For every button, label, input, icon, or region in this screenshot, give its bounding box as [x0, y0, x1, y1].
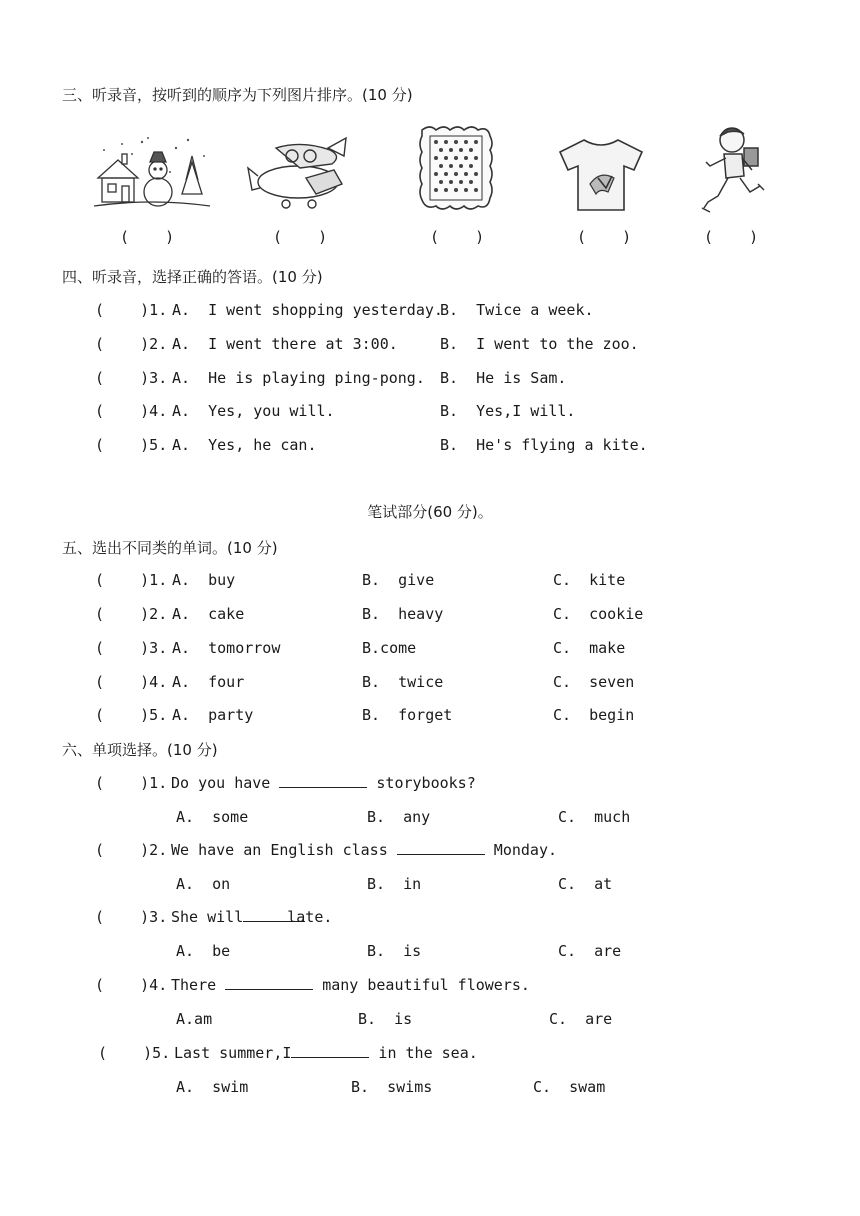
option-a: A. some — [176, 808, 249, 826]
question-row — [0, 974, 860, 996]
question-pre: There — [171, 976, 226, 994]
answer-blank[interactable]: ( )5. — [98, 1044, 171, 1062]
fill-blank[interactable] — [291, 1043, 369, 1058]
option-c: C. are — [558, 942, 622, 960]
question-text — [171, 974, 530, 996]
fill-blank[interactable] — [279, 773, 367, 788]
answer-blank[interactable]: ( )2. — [95, 335, 168, 353]
question-post: many beautiful flowers. — [313, 976, 530, 994]
question-post: in the sea. — [369, 1044, 478, 1062]
answer-blank[interactable]: ( )3. — [95, 639, 168, 657]
option-a: A. party — [172, 706, 254, 724]
plane-icon — [246, 128, 354, 216]
answer-blank[interactable]: ( )5. — [95, 436, 168, 454]
question-post: late. — [287, 908, 333, 926]
fill-blank[interactable] — [397, 840, 485, 855]
question-post: storybooks? — [367, 774, 476, 792]
option-b: B. heavy — [362, 605, 444, 623]
option-a: A. swim — [176, 1078, 249, 1096]
tshirt-icon — [556, 134, 646, 214]
question-row — [0, 704, 860, 726]
answer-blank[interactable]: ( )3. — [95, 369, 168, 387]
answer-blank[interactable]: ( )5. — [95, 706, 168, 724]
option-b: B. any — [367, 808, 431, 826]
question-row — [0, 637, 860, 659]
option-a: A. I went there at 3:00. — [172, 335, 398, 353]
question-text — [171, 906, 332, 928]
option-b: B. twice — [362, 673, 444, 691]
picture-answer-1[interactable]: ( ) — [120, 228, 175, 246]
option-c: C. at — [558, 875, 613, 893]
option-b: B. Twice a week. — [440, 301, 594, 319]
option-c: C. begin — [553, 706, 635, 724]
written-part-title: 笔试部分(60 分)。 — [367, 503, 493, 521]
option-a: A. four — [172, 673, 245, 691]
option-b: B. give — [362, 571, 435, 589]
question-row — [0, 603, 860, 625]
section5-title: 五、选出不同类的单词。(10 分) — [62, 539, 278, 557]
question-pre: Last summer,I — [174, 1044, 292, 1062]
picture-answer-4[interactable]: ( ) — [577, 228, 632, 246]
option-a: A. cake — [172, 605, 245, 623]
answer-blank[interactable]: ( )3. — [95, 908, 168, 926]
option-a: A. Yes, you will. — [172, 402, 335, 420]
question-text — [171, 839, 557, 861]
answer-blank[interactable]: ( )4. — [95, 673, 168, 691]
option-c: C. kite — [553, 571, 626, 589]
option-b: B. is — [367, 942, 422, 960]
option-b: B. I went to the zoo. — [440, 335, 639, 353]
option-c: C. much — [558, 808, 631, 826]
question-post: Monday. — [484, 841, 558, 859]
options-row — [0, 940, 860, 962]
option-b: B. in — [367, 875, 422, 893]
option-c: C. seven — [553, 673, 635, 691]
option-a: A. Yes, he can. — [172, 436, 317, 454]
picture-answer-5[interactable]: ( ) — [704, 228, 759, 246]
option-a: A. He is playing ping-pong. — [172, 369, 425, 387]
option-c: C. swam — [533, 1078, 606, 1096]
running-boy-icon — [698, 122, 770, 218]
option-b: B. forget — [362, 706, 453, 724]
question-row — [0, 367, 860, 389]
question-pre: We have an English class — [171, 841, 397, 859]
option-a: A. I went shopping yesterday. — [172, 301, 443, 319]
answer-blank[interactable]: ( )1. — [95, 571, 168, 589]
answer-blank[interactable]: ( )2. — [95, 841, 168, 859]
answer-blank[interactable]: ( )2. — [95, 605, 168, 623]
answer-blank[interactable]: ( )1. — [95, 774, 168, 792]
question-row — [0, 299, 860, 321]
option-b: B. He's flying a kite. — [440, 436, 648, 454]
option-b: B. is — [358, 1010, 413, 1028]
question-row — [0, 569, 860, 591]
section3-title: 三、听录音，按听到的顺序为下列图片排序。(10 分) — [62, 86, 413, 104]
question-row — [0, 772, 860, 794]
option-b: B. swims — [351, 1078, 433, 1096]
options-row — [0, 1076, 860, 1098]
picture-row — [0, 118, 860, 218]
option-a: A.am — [176, 1010, 213, 1028]
option-a: A. tomorrow — [172, 639, 281, 657]
question-row — [0, 839, 860, 861]
question-row — [0, 400, 860, 422]
question-pre: She will — [171, 908, 244, 926]
answer-blank[interactable]: ( )1. — [95, 301, 168, 319]
option-a: A. buy — [172, 571, 236, 589]
question-row — [0, 434, 860, 456]
option-b: B. Yes,I will. — [440, 402, 576, 420]
option-c: C. are — [549, 1010, 613, 1028]
section6-title: 六、单项选择。(10 分) — [62, 741, 218, 759]
option-b: B. He is Sam. — [440, 369, 567, 387]
question-pre: Do you have — [171, 774, 280, 792]
question-row — [0, 1042, 860, 1064]
option-a: A. on — [176, 875, 231, 893]
section4-title: 四、听录音，选择正确的答语。(10 分) — [62, 268, 323, 286]
question-row — [0, 906, 860, 928]
question-row — [0, 671, 860, 693]
snowman-house-icon — [92, 132, 214, 214]
question-text — [174, 1042, 478, 1064]
options-row — [0, 806, 860, 828]
option-c: C. make — [553, 639, 626, 657]
option-a: A. be — [176, 942, 231, 960]
option-c: C. cookie — [553, 605, 644, 623]
option-b: B.come — [362, 639, 417, 657]
answer-blank[interactable]: ( )4. — [95, 402, 168, 420]
options-row — [0, 873, 860, 895]
picture-answer-2[interactable]: ( ) — [273, 228, 328, 246]
question-row — [0, 333, 860, 355]
options-row — [0, 1008, 860, 1030]
picture-answer-3[interactable]: ( ) — [430, 228, 485, 246]
fill-blank[interactable] — [225, 975, 313, 990]
cookie-icon — [416, 122, 496, 214]
answer-blank[interactable]: ( )4. — [95, 976, 168, 994]
question-text — [171, 772, 476, 794]
